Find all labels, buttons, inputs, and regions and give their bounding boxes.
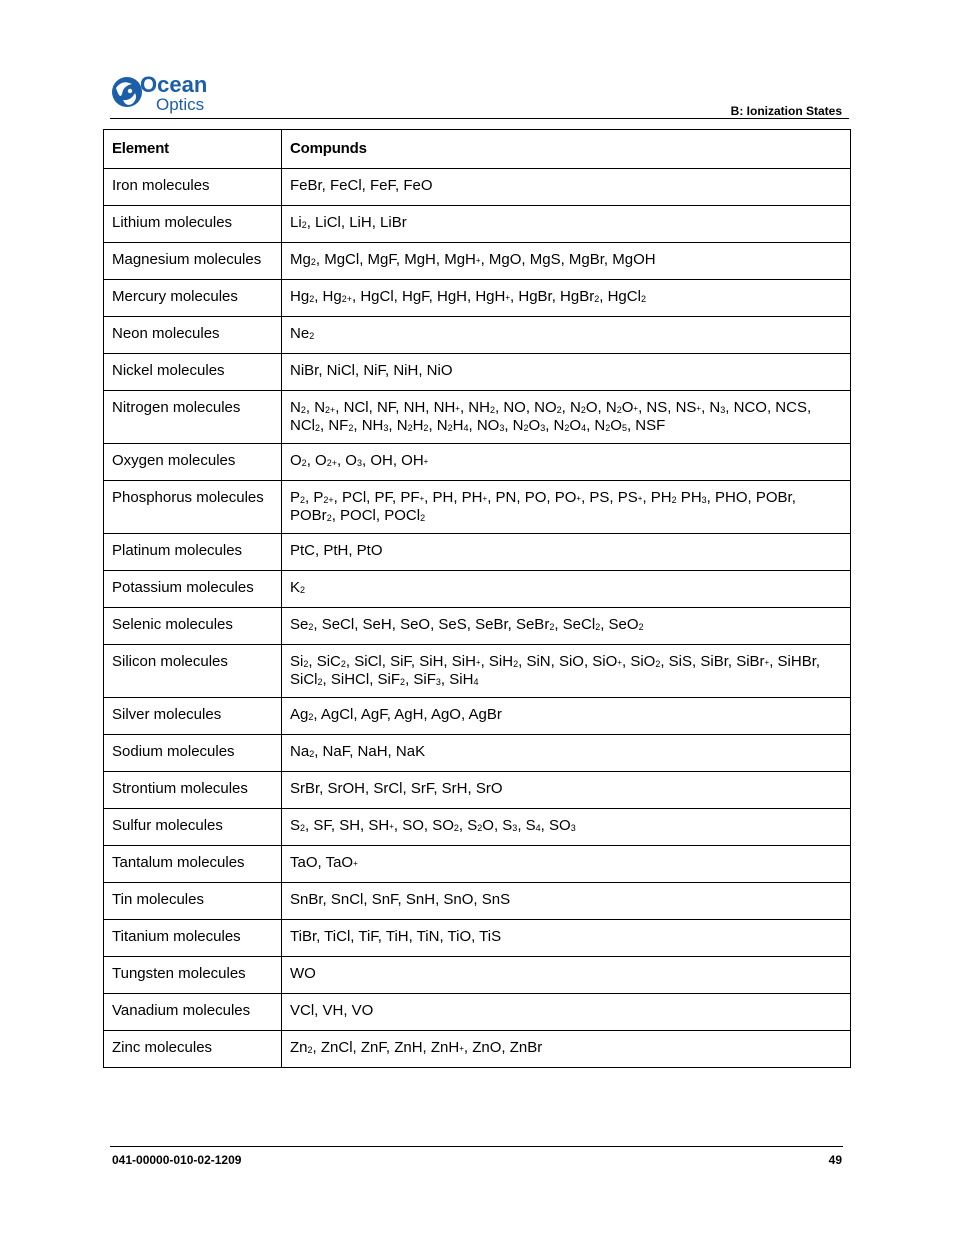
table-row xyxy=(104,169,851,206)
compounds-cell: VCl, VH, VO xyxy=(282,994,851,1031)
column-header-element: Element xyxy=(104,130,282,169)
element-cell: Titanium molecules xyxy=(104,920,282,957)
element-cell: Tantalum molecules xyxy=(104,846,282,883)
compounds-cell: FeBr, FeCl, FeF, FeO xyxy=(282,169,851,206)
compounds-cell: $Li_2$, LiCl, LiH, LiBr xyxy=(282,206,851,243)
compounds-cell: $S_2$, SF, SH, SH+, SO, $SO_2$, $S_2O$, $S_3$, $S_4$, $SO_3$ xyxy=(282,809,851,846)
table-row xyxy=(104,957,851,994)
table-row xyxy=(104,809,851,846)
table-row xyxy=(104,571,851,608)
element-cell: Lithium molecules xyxy=(104,206,282,243)
page-number: 49 xyxy=(828,1153,842,1167)
header-rule xyxy=(110,118,849,119)
element-cell: Sulfur molecules xyxy=(104,809,282,846)
element-cell: Tungsten molecules xyxy=(104,957,282,994)
element-cell: Platinum molecules xyxy=(104,534,282,571)
table-row xyxy=(104,698,851,735)
ionization-table xyxy=(103,129,851,1068)
table-header-row xyxy=(104,130,851,169)
table-row xyxy=(104,772,851,809)
section-title: B: Ionization States xyxy=(730,104,842,118)
table-row xyxy=(104,206,851,243)
table-row xyxy=(104,481,851,534)
element-cell: Phosphorus molecules xyxy=(104,481,282,534)
wave-globe-icon xyxy=(112,77,142,107)
table-row xyxy=(104,243,851,280)
table-row xyxy=(104,994,851,1031)
element-cell: Silver molecules xyxy=(104,698,282,735)
compounds-cell: $Ne_2$ xyxy=(282,317,851,354)
table-row xyxy=(104,280,851,317)
element-cell: Oxygen molecules xyxy=(104,444,282,481)
footer-rule xyxy=(110,1146,843,1147)
compounds-cell: $P_2$, $P_{2+}$, PCl, PF, PF+, PH, PH+, PN, PO, PO+, PS, PS+, $PH_2$ $PH_3$, PHO, POBr, POBr$_2$, POCl, POCl$_2$ xyxy=(282,481,851,534)
compounds-cell: $Si_2$, SiC$_2$, SiCl, SiF, SiH, SiH+, SiH$_2$, SiN, SiO, SiO+, SiO$_2$, SiS, SiBr, SiBr+, SiHBr, SiCl$_2$, SiHCl, SiF$_2$, SiF$_3$, SiH$_4$ xyxy=(282,645,851,698)
table-row xyxy=(104,391,851,444)
element-cell: Vanadium molecules xyxy=(104,994,282,1031)
logo-word-optics: Optics xyxy=(156,95,205,114)
element-cell: Potassium molecules xyxy=(104,571,282,608)
element-cell: Nitrogen molecules xyxy=(104,391,282,444)
element-cell: Nickel molecules xyxy=(104,354,282,391)
element-cell: Sodium molecules xyxy=(104,735,282,772)
table-row xyxy=(104,846,851,883)
compounds-cell: $Zn_2$, ZnCl, ZnF, ZnH, ZnH+, ZnO, ZnBr xyxy=(282,1031,851,1068)
element-cell: Silicon molecules xyxy=(104,645,282,698)
table-row xyxy=(104,645,851,698)
table-row xyxy=(104,354,851,391)
compounds-cell: TaO, TaO+ xyxy=(282,846,851,883)
logo-word-ocean: Ocean xyxy=(140,72,208,97)
table-row xyxy=(104,1031,851,1068)
element-cell: Neon molecules xyxy=(104,317,282,354)
column-header-compounds: Compunds xyxy=(282,130,851,169)
table-row xyxy=(104,534,851,571)
table-row xyxy=(104,883,851,920)
element-cell: Zinc molecules xyxy=(104,1031,282,1068)
compounds-cell: $K_2$ xyxy=(282,571,851,608)
compounds-cell: SnBr, SnCl, SnF, SnH, SnO, SnS xyxy=(282,883,851,920)
compounds-cell: $Hg_2$, $Hg_{2+}$, HgCl, HgF, HgH, HgH+, HgBr, HgBr$_2$, HgCl$_2$ xyxy=(282,280,851,317)
element-cell: Selenic molecules xyxy=(104,608,282,645)
document-number: 041-00000-010-02-1209 xyxy=(112,1153,242,1167)
table-row xyxy=(104,317,851,354)
compounds-cell: $O_2$, $O_{2+}$, $O_3$, OH, OH+ xyxy=(282,444,851,481)
compounds-cell: $Mg_2$, MgCl, MgF, MgH, MgH+, MgO, MgS, MgBr, MgOH xyxy=(282,243,851,280)
element-cell: Tin molecules xyxy=(104,883,282,920)
compounds-cell: TiBr, TiCl, TiF, TiH, TiN, TiO, TiS xyxy=(282,920,851,957)
element-cell: Mercury molecules xyxy=(104,280,282,317)
table-row xyxy=(104,444,851,481)
element-cell: Strontium molecules xyxy=(104,772,282,809)
ocean-optics-logo xyxy=(110,70,230,116)
table-row xyxy=(104,920,851,957)
compounds-cell: SrBr, SrOH, SrCl, SrF, SrH, SrO xyxy=(282,772,851,809)
compounds-cell: NiBr, NiCl, NiF, NiH, NiO xyxy=(282,354,851,391)
compounds-cell: $Na_2$, NaF, NaH, NaK xyxy=(282,735,851,772)
compounds-cell: $Se_2$, SeCl, SeH, SeO, SeS, SeBr, SeBr$_2$, SeCl$_2$, SeO$_2$ xyxy=(282,608,851,645)
table-row xyxy=(104,608,851,645)
compounds-cell: WO xyxy=(282,957,851,994)
compounds-cell: $Ag_2$, AgCl, AgF, AgH, AgO, AgBr xyxy=(282,698,851,735)
compounds-cell: PtC, PtH, PtO xyxy=(282,534,851,571)
compounds-cell: $N_2$, $N_{2+}$, NCl, NF, NH, NH+, $NH_2$, NO, $NO_2$, $N_2O$, $N_2O^+$, NS, NS+, $N_3$, NCO, NCS, NCl$_2$, $NF_2$, $NH_3$, $N_2H_2$, $N_2H_4$, $NO_3$, $N_2O_3$, $N_2O_4$, $N_2O_5$, NSF xyxy=(282,391,851,444)
element-cell: Iron molecules xyxy=(104,169,282,206)
table-row xyxy=(104,735,851,772)
element-cell: Magnesium molecules xyxy=(104,243,282,280)
